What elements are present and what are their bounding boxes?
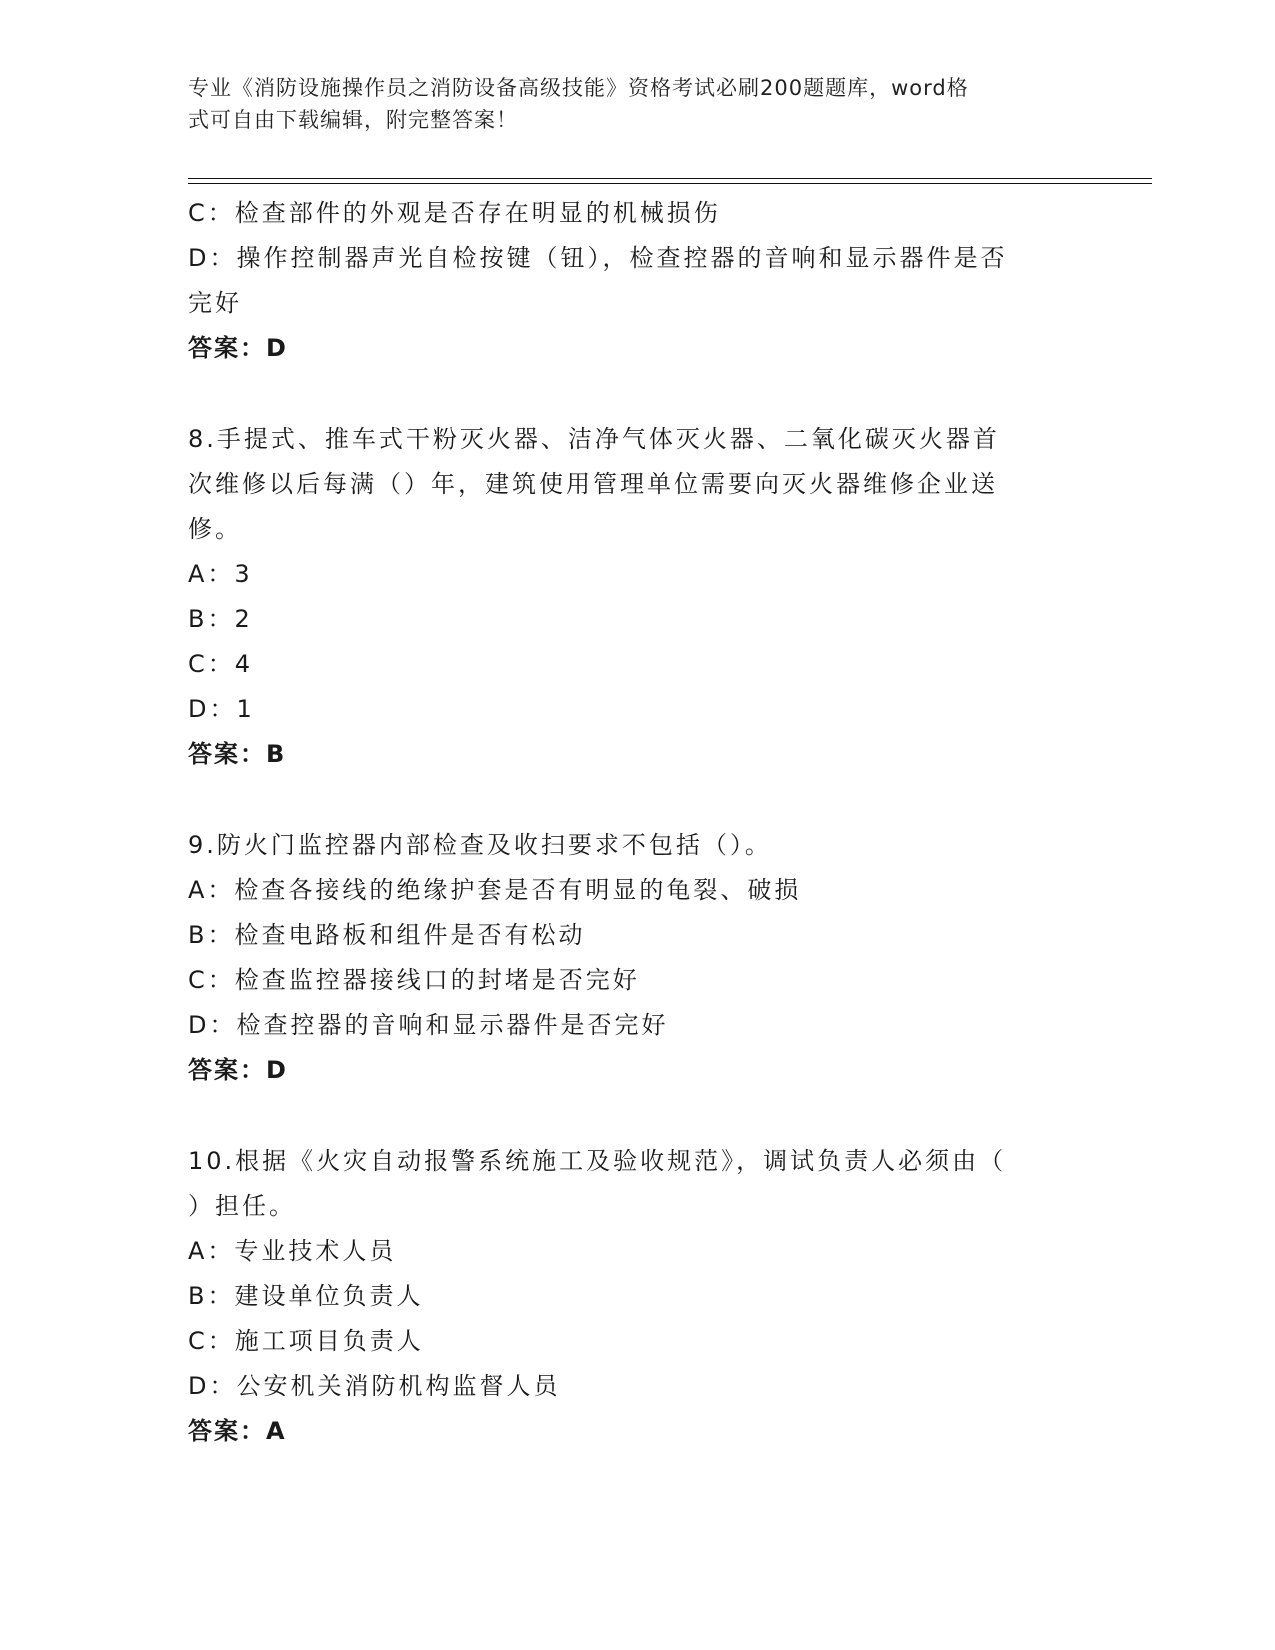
q8-stem-line-2: 次维修以后每满（）年，建筑使用管理单位需要向灭火器维修企业送 bbox=[188, 470, 998, 498]
q7-option-c: C：检查部件的外观是否存在明显的机械损伤 bbox=[188, 199, 721, 227]
q9-option-d: D：检查控器的音响和显示器件是否完好 bbox=[188, 1011, 669, 1039]
q9-option-a: A：检查各接线的绝缘护套是否有明显的龟裂、破损 bbox=[188, 876, 802, 904]
q10-option-c: C：施工项目负责人 bbox=[188, 1327, 424, 1355]
header-divider-top bbox=[188, 178, 1152, 179]
q9-stem-line-1: 9.防火门监控器内部检查及收扫要求不包括（）。 bbox=[188, 831, 772, 859]
spacer bbox=[188, 777, 1088, 823]
q8-stem-line-1: 8.手提式、推车式干粉灭火器、洁净气体灭火器、二氧化碳灭火器首 bbox=[188, 425, 1000, 453]
q9-option-c: C：检查监控器接线口的封堵是否完好 bbox=[188, 966, 640, 994]
spacer bbox=[188, 371, 1088, 417]
q10-stem-line-1: 10.根据《火灾自动报警系统施工及验收规范》，调试负责人必须由（ bbox=[188, 1147, 1007, 1175]
q8-answer: 答案：B bbox=[188, 740, 287, 768]
header-divider-bottom bbox=[188, 183, 1152, 184]
q8-option-c: C：4 bbox=[188, 650, 254, 678]
q8-stem-line-3: 修。 bbox=[188, 515, 242, 543]
q7-option-d-line-2: 完好 bbox=[188, 289, 242, 317]
header-title-line-1: 专业《消防设施操作员之消防设备高级技能》资格考试必刷200题题库，word格 bbox=[188, 76, 969, 100]
question-list bbox=[188, 191, 1088, 1454]
q10-option-b: B：建设单位负责人 bbox=[188, 1282, 424, 1310]
header-title-line-2: 式可自由下载编辑，附完整答案！ bbox=[188, 108, 518, 132]
question-7-tail bbox=[188, 191, 1088, 371]
q9-option-b: B：检查电路板和组件是否有松动 bbox=[188, 921, 586, 949]
question-8 bbox=[188, 417, 1088, 777]
q9-answer: 答案：D bbox=[188, 1056, 288, 1084]
q10-stem-line-2: ）担任。 bbox=[188, 1192, 296, 1220]
q10-answer: 答案：A bbox=[188, 1417, 287, 1445]
q8-option-b: B：2 bbox=[188, 605, 253, 633]
q7-answer: 答案：D bbox=[188, 334, 288, 362]
q10-option-d: D：公安机关消防机构监督人员 bbox=[188, 1372, 561, 1400]
document-header bbox=[188, 72, 1068, 136]
q7-option-d-line-1: D：操作控制器声光自检按键（钮），检查控器的音响和显示器件是否 bbox=[188, 244, 1008, 272]
q10-option-a: A：专业技术人员 bbox=[188, 1237, 397, 1265]
spacer bbox=[188, 1093, 1088, 1139]
question-10 bbox=[188, 1139, 1088, 1454]
q8-option-a: A：3 bbox=[188, 560, 253, 588]
question-9 bbox=[188, 823, 1088, 1093]
q8-option-d: D：1 bbox=[188, 695, 255, 723]
